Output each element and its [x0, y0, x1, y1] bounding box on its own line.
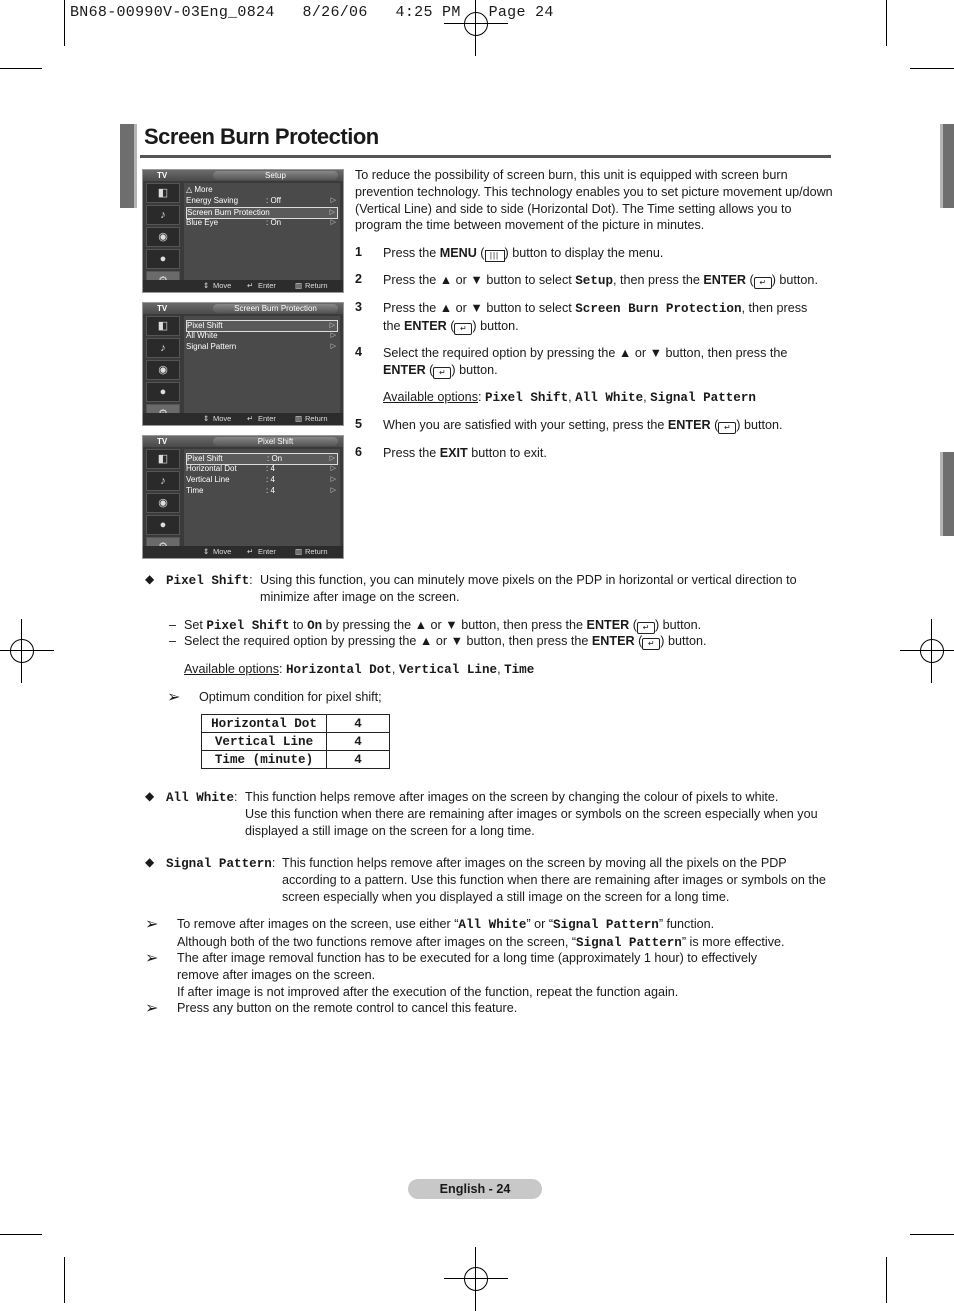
text: Press the ▲ or ▼ button to select	[383, 301, 576, 315]
text: minimize after image on the screen.	[260, 589, 460, 604]
step-3-text	[383, 300, 833, 335]
text: If after image is not improved after the execution of the function, repeat the function again.	[177, 984, 679, 999]
side-tab-right	[940, 124, 954, 208]
osd-row	[186, 196, 338, 206]
print-slug: BN68-00990V-03Eng_0824 8/26/06 4:25 PM Page 24	[70, 4, 554, 21]
osd-enter: Enter	[258, 281, 276, 290]
osd-enter: Enter	[258, 547, 276, 556]
text: ) button.	[736, 418, 783, 432]
key-enter: ENTER	[383, 362, 426, 377]
return-icon: ▥	[295, 414, 303, 423]
text: (	[710, 418, 719, 432]
text: according to a pattern. Use this function when there are remaining after images or symbols on the	[282, 872, 826, 887]
osd-screen-burn-menu	[142, 302, 344, 426]
step-number: 3	[355, 300, 363, 314]
osd-return: Return	[305, 281, 328, 290]
bullet-diamond-icon: ◆	[145, 789, 155, 803]
step-4-text	[383, 345, 833, 379]
osd-tv-label: TV	[157, 171, 168, 180]
input-icon: ●	[146, 515, 180, 535]
key-enter: ENTER	[703, 273, 747, 287]
table-cell: 4	[327, 751, 390, 769]
text: (	[476, 246, 485, 260]
table-cell: 4	[327, 715, 390, 733]
osd-row-value: : Off	[266, 196, 281, 205]
text: ) button.	[451, 362, 498, 377]
optimum-note: Optimum condition for pixel shift;	[199, 690, 382, 704]
side-tab-left	[120, 124, 137, 208]
enter-button-icon: ↵	[754, 277, 772, 289]
osd-setup-menu	[142, 169, 344, 293]
text: :	[234, 790, 238, 804]
note-3: Press any button on the remote control to cancel this feature.	[177, 1001, 518, 1015]
up-triangle-icon: △	[186, 185, 195, 194]
text: ” is more effective.	[681, 934, 785, 949]
table-cell: 4	[327, 733, 390, 751]
picture-icon: ◧	[146, 316, 180, 336]
step-2-text	[383, 272, 818, 290]
text: Use this function when there are remaining after images or symbols on the screen especially when you	[245, 806, 818, 821]
menu-button-icon: |||	[485, 250, 505, 262]
right-arrow-icon: ▷	[329, 455, 335, 462]
pixel-shift-step-2	[184, 633, 707, 650]
text: ” or “	[526, 917, 554, 931]
osd-row	[186, 342, 338, 352]
dash-icon: –	[169, 618, 177, 632]
move-icon: ⇕	[203, 281, 210, 290]
pixel-shift-term	[166, 572, 253, 590]
note-2	[177, 950, 827, 1000]
available-options-label: Available options	[383, 390, 478, 404]
side-tab-right	[940, 452, 954, 536]
bullet-diamond-icon: ◆	[145, 572, 155, 586]
note-arrow-icon: ➢	[167, 689, 181, 706]
text: The after image removal function has to be executed for a long time (approximately 1 hour) to effectively	[177, 951, 758, 965]
text: Press the	[383, 446, 440, 460]
osd-title: Setup	[213, 171, 338, 180]
text: ,	[497, 662, 505, 676]
osd-row	[186, 475, 338, 485]
text: by pressing the ▲ or ▼ button, then press the	[322, 618, 587, 632]
key-enter: ENTER	[591, 634, 635, 648]
osd-row	[186, 486, 338, 496]
crop-mark	[886, 1257, 887, 1303]
crop-mark	[64, 1257, 65, 1303]
enter-icon: ↵	[247, 281, 254, 290]
term: All White	[166, 791, 235, 805]
osd-row	[186, 218, 338, 228]
note-arrow-icon: ➢	[145, 916, 159, 933]
text: Set	[184, 618, 207, 632]
right-arrow-icon: ▷	[329, 322, 335, 329]
picture-icon: ◧	[146, 449, 180, 469]
text: (	[446, 318, 455, 333]
return-icon: ▥	[295, 547, 303, 556]
table-cell: Time (minute)	[202, 751, 327, 769]
text: Select the required option by pressing the ▲ or ▼ button, then press the	[184, 634, 592, 648]
term: Pixel Shift	[206, 619, 290, 633]
bullet-diamond-icon: ◆	[145, 855, 155, 869]
option-term: Time	[504, 663, 535, 677]
enter-icon: ↵	[247, 414, 254, 423]
text: :	[478, 390, 485, 404]
all-white-description	[245, 789, 835, 839]
osd-enter: Enter	[258, 414, 276, 423]
text: Although both of the two functions remove after images on the screen, “	[177, 934, 577, 949]
right-arrow-icon: ▷	[330, 219, 336, 226]
key-menu: MENU	[439, 246, 477, 260]
text: :	[249, 573, 253, 587]
note-arrow-icon: ➢	[145, 1000, 159, 1017]
input-icon: ●	[146, 382, 180, 402]
osd-row-label: Horizontal Dot	[186, 464, 237, 473]
key-enter: ENTER	[586, 618, 630, 632]
note-arrow-icon: ➢	[145, 950, 159, 967]
crop-mark	[0, 1234, 42, 1235]
text: button to exit.	[467, 446, 547, 460]
right-arrow-icon: ▷	[330, 332, 336, 339]
return-icon: ▥	[295, 281, 303, 290]
step-number: 5	[355, 417, 363, 431]
enter-icon: ↵	[247, 547, 254, 556]
text: remove after images on the screen.	[177, 967, 376, 982]
signal-pattern-term	[166, 855, 275, 873]
osd-title: Pixel Shift	[213, 437, 338, 446]
text: This function helps remove after images on the screen by moving all the pixels on the PDP	[282, 856, 787, 870]
step-6-text	[383, 445, 547, 462]
page-number-badge: English - 24	[408, 1179, 542, 1199]
osd-tv-label: TV	[157, 437, 168, 446]
move-icon: ⇕	[203, 547, 210, 556]
osd-move: Move	[213, 281, 232, 290]
step-number: 1	[355, 245, 363, 259]
text: , then press the	[613, 273, 704, 287]
move-icon: ⇕	[203, 414, 210, 423]
crop-mark	[910, 68, 954, 69]
option-term: Pixel Shift	[485, 391, 569, 405]
dash-icon: –	[169, 634, 177, 648]
pixel-shift-options	[184, 661, 534, 679]
enter-button-icon: ↵	[454, 323, 472, 335]
channel-icon: ◉	[146, 227, 180, 247]
osd-row	[186, 464, 338, 474]
text: ” function.	[658, 917, 715, 931]
registration-mark-icon	[454, 1257, 498, 1301]
text: (	[634, 634, 643, 648]
osd-row-value: : On	[267, 454, 283, 463]
text: This function helps remove after images on the screen by changing the colour of pixels to white.	[245, 790, 779, 804]
table-row	[202, 715, 390, 733]
step-4-options	[383, 389, 756, 407]
right-arrow-icon: ▷	[330, 487, 336, 494]
osd-title: Screen Burn Protection	[213, 304, 338, 313]
input-icon: ●	[146, 249, 180, 269]
option-term: All White	[575, 391, 644, 405]
osd-return: Return	[305, 547, 328, 556]
osd-row-value: : 4	[266, 464, 275, 473]
osd-row-label: Vertical Line	[186, 475, 230, 484]
option-term: Signal Pattern	[650, 391, 756, 405]
table-cell: Horizontal Dot	[202, 715, 327, 733]
osd-row-label: Pixel Shift	[187, 321, 223, 330]
enter-button-icon: ↵	[642, 638, 660, 650]
crop-mark	[910, 1234, 954, 1235]
enter-button-icon: ↵	[718, 422, 736, 434]
osd-tv-label: TV	[157, 304, 168, 313]
osd-row-label: Pixel Shift	[187, 454, 223, 463]
text: Using this function, you can minutely move pixels on the PDP in horizontal or vertical direction to	[260, 573, 797, 587]
right-arrow-icon: ▷	[330, 197, 336, 204]
step-number: 2	[355, 272, 363, 286]
text: ,	[391, 662, 399, 676]
key-enter: ENTER	[404, 318, 447, 333]
available-options-label: Available options	[184, 662, 279, 676]
text: ,	[643, 390, 651, 404]
text: (	[629, 618, 637, 632]
picture-icon: ◧	[146, 183, 180, 203]
right-arrow-icon: ▷	[330, 465, 336, 472]
osd-more: More	[194, 185, 213, 194]
text: the	[383, 318, 405, 333]
key-exit: EXIT	[439, 446, 468, 460]
pixel-shift-description	[260, 572, 820, 606]
term: Pixel Shift	[166, 574, 250, 588]
text: ) button.	[660, 634, 707, 648]
menu-term: Screen Burn Protection	[575, 302, 742, 316]
registration-mark-icon	[0, 629, 44, 673]
enter-button-icon: ↵	[433, 367, 451, 379]
option-term: Vertical Line	[398, 663, 498, 677]
key-enter: ENTER	[667, 418, 711, 432]
osd-row	[186, 331, 338, 341]
table-row	[202, 733, 390, 751]
sound-icon: ♪	[146, 471, 180, 491]
text: To remove after images on the screen, use either “	[177, 917, 459, 931]
text: (	[746, 273, 754, 287]
osd-row-value: : 4	[266, 486, 275, 495]
term: Signal Pattern	[166, 857, 272, 871]
text: (	[425, 362, 434, 377]
osd-row-label: Energy Saving	[186, 196, 239, 205]
enter-button-icon: ↵	[637, 622, 655, 634]
text: displayed a still image on the screen for a long time.	[245, 823, 535, 838]
term: Signal Pattern	[553, 918, 659, 932]
osd-row-label: Time	[186, 486, 204, 495]
text: Press the	[383, 246, 440, 260]
table-cell: Vertical Line	[202, 733, 327, 751]
right-arrow-icon: ▷	[330, 476, 336, 483]
step-5-text	[383, 417, 783, 434]
osd-row-value: : 4	[266, 475, 275, 484]
intro-paragraph: To reduce the possibility of screen burn, this unit is equipped with screen burn prevention technology. This technology enables you to set picture movement up/down (Vertical Line) and side to side (Horizontal Dot). The Time setting allows you to program the time between movement of the picture in minutes.	[355, 168, 833, 233]
channel-icon: ◉	[146, 360, 180, 380]
text: ,	[568, 390, 576, 404]
registration-mark-icon	[910, 629, 954, 673]
table-row	[202, 751, 390, 769]
text: ) button.	[771, 273, 818, 287]
text: When you are satisfied with your setting, press the	[383, 418, 668, 432]
sound-icon: ♪	[146, 338, 180, 358]
title-rule	[140, 155, 831, 158]
crop-mark	[886, 0, 887, 46]
note-1	[177, 916, 827, 952]
text: :	[279, 662, 286, 676]
text: screen especially when you displayed a still image on the screen for a long time.	[282, 889, 730, 904]
crop-mark	[0, 68, 42, 69]
text: ) button to display the menu.	[504, 246, 664, 260]
osd-row-label: Screen Burn Protection	[187, 208, 270, 217]
option-term: Horizontal Dot	[286, 663, 392, 677]
text: to	[289, 618, 308, 632]
osd-pixel-shift-menu	[142, 435, 344, 559]
text: :	[271, 856, 276, 870]
osd-row-label: All White	[186, 331, 218, 340]
text: ) button.	[472, 318, 519, 333]
page-title: Screen Burn Protection	[144, 124, 379, 149]
right-arrow-icon: ▷	[330, 343, 336, 350]
step-number: 4	[355, 345, 363, 359]
osd-move: Move	[213, 547, 232, 556]
term: On	[307, 619, 323, 633]
sound-icon: ♪	[146, 205, 180, 225]
all-white-term	[166, 789, 238, 807]
pixel-shift-table	[201, 714, 390, 769]
step-number: 6	[355, 445, 363, 459]
text: , then press	[741, 301, 808, 315]
text: ) button.	[654, 618, 702, 632]
term: Signal Pattern	[576, 935, 682, 950]
step-1-text	[383, 245, 663, 262]
osd-return: Return	[305, 414, 328, 423]
osd-row-label: Signal Pattern	[186, 342, 237, 351]
right-arrow-icon: ▷	[329, 209, 335, 216]
term: All White	[458, 918, 527, 932]
signal-pattern-description	[282, 855, 832, 905]
osd-row	[186, 185, 338, 195]
menu-term: Setup	[575, 274, 614, 288]
osd-row-label: Blue Eye	[186, 218, 219, 227]
osd-move: Move	[213, 414, 232, 423]
channel-icon: ◉	[146, 493, 180, 513]
text: Press the ▲ or ▼ button to select	[383, 273, 576, 287]
crop-mark	[64, 0, 65, 46]
text: Select the required option by pressing the ▲ or ▼ button, then press the	[383, 346, 788, 360]
osd-row-value: : On	[266, 218, 282, 227]
